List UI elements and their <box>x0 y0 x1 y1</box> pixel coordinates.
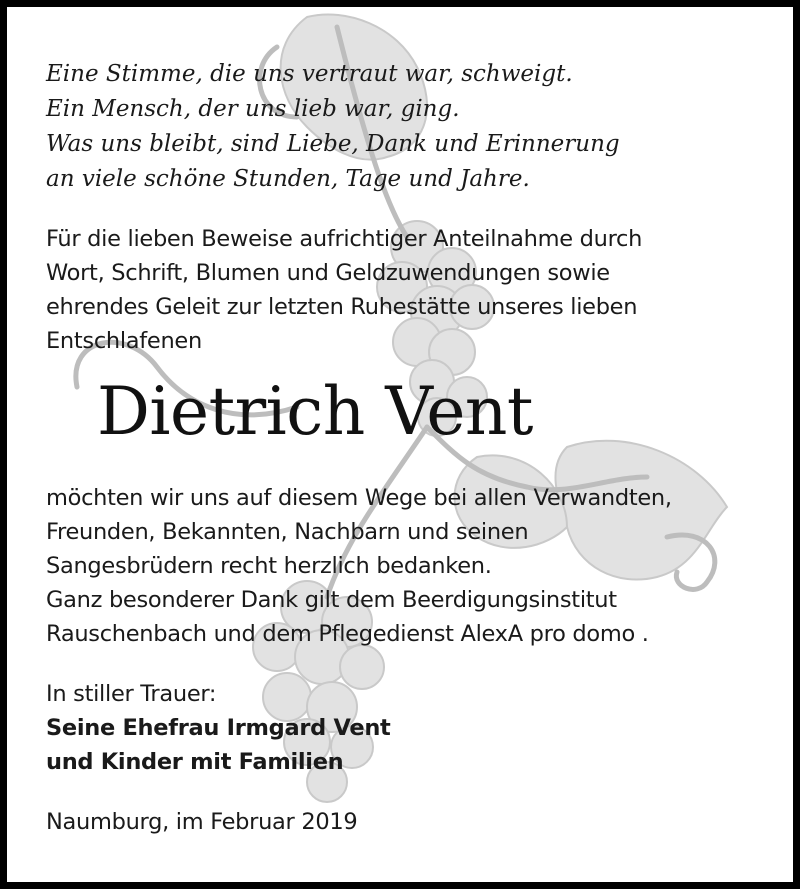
deceased-name: Dietrich Vent <box>97 373 533 450</box>
verse-line-1: Eine Stimme, die uns vertraut war, schweigt. <box>46 61 573 87</box>
thanks-line-3: Sangesbrüdern recht herzlich bedanken. <box>46 553 492 579</box>
verse-line-2: Ein Mensch, der uns lieb war, ging. <box>46 96 460 122</box>
thanks-line-4: Ganz besonderer Dank gilt dem Beerdigungsinstitut <box>46 587 617 613</box>
mourners-line-1: Seine Ehefrau Irmgard Vent <box>46 715 391 741</box>
intro-line-2: Wort, Schrift, Blumen und Geldzuwendungen sowie <box>46 260 610 286</box>
verse-line-3: Was uns bleibt, sind Liebe, Dank und Erinnerung <box>46 131 620 157</box>
thanks-line-1: möchten wir uns auf diesem Wege bei allen Verwandten, <box>46 485 672 511</box>
thanks-line-2: Freunden, Bekannten, Nachbarn und seinen <box>46 519 529 545</box>
verse-line-4: an viele schöne Stunden, Tage und Jahre. <box>46 166 530 192</box>
mourners-line-2: und Kinder mit Familien <box>46 749 344 775</box>
notice-content <box>7 7 793 882</box>
intro-line-3: ehrendes Geleit zur letzten Ruhestätte unseres lieben <box>46 294 638 320</box>
thanks-line-5: Rauschenbach und dem Pflegedienst AlexA pro domo . <box>46 621 649 647</box>
intro-line-4: Entschlafenen <box>46 328 202 354</box>
mourners-heading: In stiller Trauer: <box>46 681 217 707</box>
place-date: Naumburg, im Februar 2019 <box>46 809 358 835</box>
intro-line-1: Für die lieben Beweise aufrichtiger Anteilnahme durch <box>46 226 643 252</box>
